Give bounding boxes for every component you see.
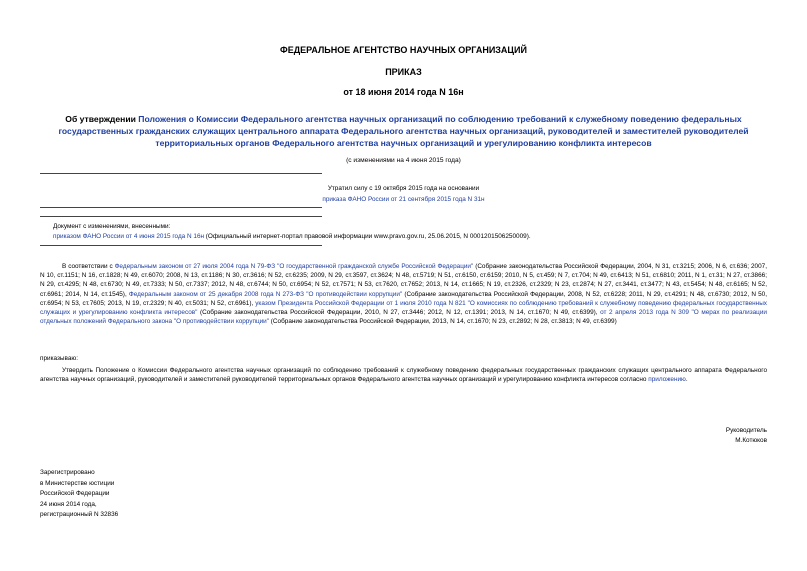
signature-role: Руководитель <box>725 427 767 434</box>
registration-line: регистрационный N 32836 <box>40 511 119 518</box>
title-prefix: Об утверждении <box>65 114 139 124</box>
order-word: приказываю: <box>40 355 78 362</box>
document-date-number: от 18 июня 2014 года N 16н <box>343 87 464 97</box>
law-273fz-link[interactable]: Федеральным законом от 25 декабря 2008 года N 273-ФЗ "О противодействии коррупции" <box>128 290 403 298</box>
registration-block <box>40 468 118 521</box>
registration-line: Российской Федерации <box>40 490 110 497</box>
approve-text: Утвердить Положение о Комиссии Федерального агентства научных организаций по соблюдению требований к служебному поведению федеральных государственных гражданских служащих центрального аппарата Федерального агентства научных организаций, руководителей и заместителей руководителей территориальных органов Федерального агентства научных организаций и урегулированию конфликта интересов согласно <box>40 367 767 384</box>
decree-309-link[interactable]: от 2 апреля 2013 года N 309 "О мерах по реализации отдельных положений Федерального закона "О противодействии коррупции" <box>40 309 767 326</box>
preamble-text-4: (Собрание законодательства Российской Федерации, 2010, N 27, ст.3446; 2012, N 12, ст.1391; 2013, N 14, ст.1670; N 49, ст.6399), <box>197 309 601 317</box>
changes-link[interactable]: приказом ФАНО России от 4 июня 2015 года N 16н <box>53 233 205 240</box>
agency-name: ФЕДЕРАЛЬНОЕ АГЕНТСТВО НАУЧНЫХ ОРГАНИЗАЦИЙ <box>280 45 527 55</box>
registration-line: Зарегистрировано <box>40 469 95 476</box>
divider-middle-2 <box>40 216 322 217</box>
document-title <box>40 113 767 149</box>
title-link[interactable]: Положения о Комиссии Федерального агентства научных организаций по соблюдению требований к служебному поведению федеральных государственных гражданских служащих центрального аппарата Федерального агентства научных организаций, руководителей и заместителей руководителей территориальных органов Федерального агентства научных организаций и урегулированию конфликта интересов <box>58 114 749 148</box>
law-79fz-link[interactable]: Федеральным законом от 27 июля 2004 года N 79-ФЗ "О государственной гражданской службе Российской Федерации" <box>114 263 474 270</box>
preamble-text-1: В соответствии с <box>62 263 115 270</box>
changes-label: Документ с изменениями, внесенными: <box>53 223 171 230</box>
revoked-text: Утратил силу с 19 октября 2015 года на основании <box>327 185 480 192</box>
preamble-text-2: (Собрание законодательства Российской Федерации, 2004, N 31, ст.3215; 2006, N 6, ст.636; 2007, N 10, ст.1151; N 16, ст.1828; N 49, ст.6070; 2008, N 13, ст.1186; N 30, ст.3616; N 52, ст.6235; 2009, N 29, ст.3597, ст.3624; N 48, ст.5719; N 51, ст.6150, ст.6159; 2010, N 5, ст.459; N 7, ст.704; N 49, ст.6413; N 51, ст.6810; 2011, N 1, ст.31; N 27, ст.3866; N 29, ст.4295; N 48, ст.6730; N 49, ст.7333; N 50, ст.7337; 2012, N 48, ст.6744; N 50, ст.6954; N 52, ст.7571; N 53, ст.7620, ст.7652; 2013, N 14, ст.1665; N 19, ст.2326, ст.2329; N 23, ст.2874; N 27, ст.3441, ст.3477; N 43, ст.5454; N 48, ст.6165; N 52, ст.6961; 2014, N 14, ст.1545), <box>40 263 767 298</box>
approve-paragraph <box>40 366 767 384</box>
approve-end: . <box>685 376 688 384</box>
preamble-text-5: (Собрание законодательства Российской Федерации, 2013, N 14, ст.1670; N 23, ст.2892; N 28, ст.3813; N 49, ст.6399) <box>269 318 617 326</box>
signature-name: М.Котюков <box>735 437 767 444</box>
registration-line: 24 июня 2014 года, <box>40 500 97 508</box>
divider-top <box>40 173 322 174</box>
decree-821-link[interactable]: указом Президента Российской Федерации от 1 июля 2010 года N 821 "О комиссиях по соблюдению требований к служебному поведению федеральных государственных служащих и урегулированию конфликта интересов" <box>40 299 767 317</box>
divider-middle-1 <box>40 207 322 208</box>
revoked-link[interactable]: приказа ФАНО России от 21 сентября 2015 года N 31н <box>322 196 485 203</box>
preamble-paragraph <box>40 262 767 326</box>
divider-bottom <box>40 245 322 246</box>
appendix-link[interactable]: приложению <box>648 376 686 384</box>
document-type: ПРИКАЗ <box>385 67 422 77</box>
preamble-text-3: (Собрание законодательства Российской Федерации, 2008, N 52, ст.6228; 2011, N 29, ст.4291; N 48, ст.6730; 2012, N 50, ст.6954; N 53, ст.7605; 2013, N 19, ст.2329; N 40, ст.5031; N 52, ст.6961), <box>40 290 767 307</box>
changes-line <box>53 232 773 241</box>
changes-rest: (Официальный интернет-портал правовой информации www.pravo.gov.ru, 25.06.2015, N 0001201506250009). <box>204 233 531 240</box>
amendments-note: (с изменениями на 4 июня 2015 года) <box>346 157 461 164</box>
registration-line: в Министерстве юстиции <box>40 479 115 487</box>
